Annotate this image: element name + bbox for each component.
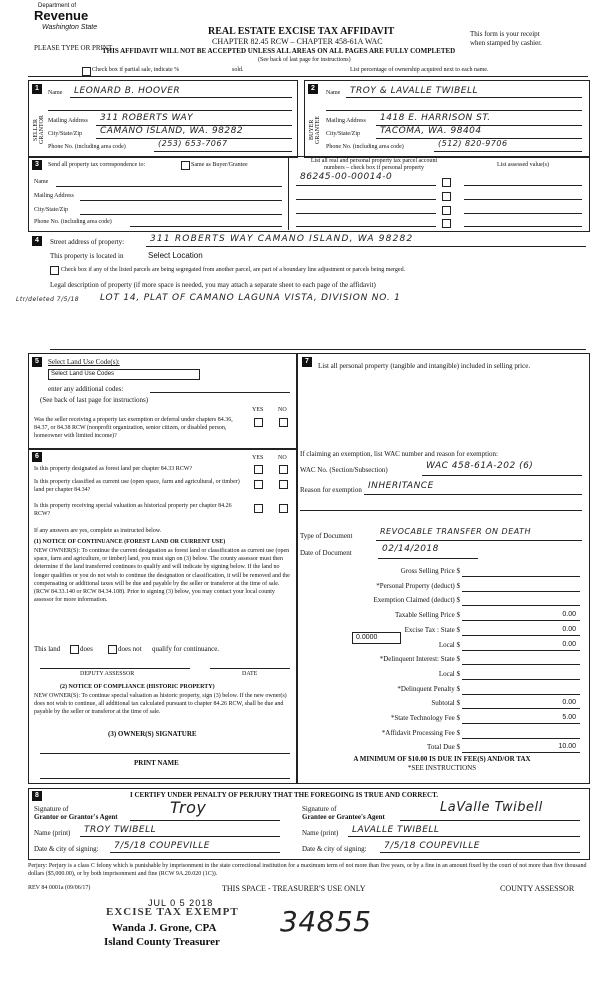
buyer-phone-field[interactable]: (512) 820-9706 bbox=[438, 139, 508, 148]
does-not-label: does not bbox=[118, 645, 142, 653]
see-instructions-note: *SEE INSTRUCTIONS bbox=[407, 764, 477, 772]
assessor-date-label: DATE bbox=[242, 671, 258, 677]
reason-exemption-label: Reason for exemption bbox=[300, 486, 362, 494]
buyer-address-label: Mailing Address bbox=[326, 118, 366, 124]
s3-name-label: Name bbox=[34, 179, 49, 185]
parcel-line-4 bbox=[296, 226, 436, 227]
buyer-phone-line bbox=[434, 151, 582, 152]
location-select[interactable]: Select Location bbox=[148, 251, 203, 260]
grantor-sig-label-1: Signature of bbox=[34, 805, 69, 813]
forest-land-question: Is this property designated as forest land per chapter 84.33 RCW? bbox=[34, 466, 193, 472]
s5-see-back: (See back of last page for instructions) bbox=[40, 396, 149, 404]
tax-row-line bbox=[462, 576, 580, 577]
s3-phone-label: Phone No. (including area code) bbox=[34, 219, 112, 225]
tax-row-line bbox=[462, 738, 580, 739]
grantor-date-label: Date & city of signing: bbox=[34, 845, 99, 853]
seller-address-field[interactable]: 311 ROBERTS WAY bbox=[100, 113, 194, 123]
located-in-label: This property is located in bbox=[50, 252, 124, 260]
historic-yes-checkbox[interactable] bbox=[254, 504, 263, 513]
owner-signature-line[interactable] bbox=[40, 753, 290, 754]
current-use-question: Is this property classified as current use (open space, farm and agricultural, or timber) land per chapter 84.34? bbox=[34, 479, 240, 493]
s4-bottom-line bbox=[50, 349, 586, 350]
grantee-signature-line bbox=[400, 820, 580, 821]
notice-continuance-body: NEW OWNER(S): To continue the current designation as forest land or classification as current use (open space, farm and agriculture, or timber) land, you must sign on (3) below. The county assessor must then determine if the land transferred continues to qualify and will indicate by signing below. If the land no longer qualifies or you do not wish to continue the designation or classification, it will be removed and the compensating or additional taxes will be due and payable by the seller or transferor at the time of sale. (RCW 84.33.140 or RCW 84.34.108). Prior to signing (3) below, you may contact your local county assessor for more information. bbox=[34, 548, 290, 604]
tax-row-line bbox=[462, 620, 580, 621]
tax-row-label: Exemption Claimed (deduct) $ bbox=[373, 596, 460, 605]
claiming-exemption-label: If claiming an exemption, list WAC number and reason for exemption: bbox=[300, 450, 498, 458]
county-assessor-label: COUNTY ASSESSOR bbox=[500, 884, 575, 893]
tax-row-label: Subtotal $ bbox=[431, 699, 460, 708]
tax-row-label: *Delinquent Interest: State $ bbox=[379, 655, 460, 664]
buyer-city-label: City/State/Zip bbox=[326, 131, 360, 137]
tax-row-line bbox=[462, 708, 580, 709]
legal-description-label: Legal description of property (if more space is needed, you may attach a separate sheet to each page of the affidavit) bbox=[50, 281, 376, 289]
section-4-number: 4 bbox=[32, 236, 42, 246]
tax-row-line bbox=[462, 752, 580, 753]
document-type-line bbox=[376, 540, 582, 541]
s5-no-header: NO bbox=[278, 407, 287, 413]
assessed-value-header: List assessed value(s) bbox=[497, 162, 549, 168]
seller-extra-line bbox=[48, 110, 292, 111]
grantee-sig-label-1: Signature of bbox=[302, 805, 337, 813]
partial-sale-checkbox[interactable] bbox=[82, 67, 91, 76]
revision-code: REV 84 0001a (09/06/17) bbox=[28, 885, 91, 891]
tax-row-value[interactable]: 0.00 bbox=[562, 625, 576, 633]
assessed-line-3 bbox=[464, 213, 582, 214]
historic-question: Is this property receiving special valuation as historical property per chapter 84.26 RCW? bbox=[34, 503, 232, 517]
certify-statement: I CERTIFY UNDER PENALTY OF PERJURY THAT THE FOREGOING IS TRUE AND CORRECT. bbox=[130, 791, 439, 799]
local-rate-field[interactable]: 0.0000 bbox=[352, 632, 401, 644]
assessed-line-4 bbox=[464, 226, 582, 227]
seller-name-label: Name bbox=[48, 90, 63, 96]
tax-row-label: Taxable Selling Price $ bbox=[394, 611, 460, 620]
correction-initials: Ltr/deleted 7/5/18 bbox=[16, 296, 80, 303]
tax-row-label: *Affidavit Processing Fee $ bbox=[381, 728, 460, 737]
s3-name-line bbox=[56, 186, 282, 187]
document-date-label: Date of Document bbox=[300, 549, 352, 557]
current-use-no-checkbox[interactable] bbox=[279, 480, 288, 489]
seller-phone-line bbox=[154, 151, 292, 152]
receipt-number: 34855 bbox=[280, 905, 372, 938]
notice-compliance-body: NEW OWNER(S): To continue special valuation as historic property, sign (3) below. If the new owner(s) does not wish to continue, all additional tax calculated pursuant to chapter 84.26 RCW, shall be due and payable by the seller or transferor at the time of sale. bbox=[34, 693, 287, 716]
print-name-line[interactable] bbox=[40, 778, 290, 779]
s3-city-line bbox=[80, 214, 282, 215]
notice-continuance-title: (1) NOTICE OF CONTINUANCE (FOREST LAND OR CURRENT USE) bbox=[34, 539, 226, 545]
s3-address-line bbox=[80, 200, 282, 201]
tax-row-value[interactable]: 10.00 bbox=[558, 743, 576, 751]
receipt-note-1: This form is your receipt bbox=[470, 30, 540, 38]
parcel-line-1 bbox=[296, 185, 436, 186]
seller-name-line bbox=[70, 97, 292, 98]
grantee-date-line bbox=[380, 852, 580, 853]
form-title: REAL ESTATE EXCISE TAX AFFIDAVIT bbox=[208, 26, 395, 37]
tax-row-line bbox=[462, 591, 580, 592]
treasurer-title: Island County Treasurer bbox=[104, 936, 220, 948]
tax-row-line bbox=[462, 679, 580, 680]
print-name-label: PRINT NAME bbox=[134, 759, 179, 767]
excise-exempt-stamp: EXCISE TAX EXEMPT bbox=[106, 906, 239, 918]
tax-row-label: Gross Selling Price $ bbox=[400, 567, 460, 575]
grantor-date-field[interactable]: 7/5/18 COUPEVILLE bbox=[114, 841, 210, 851]
parcel-header-1: List all real and personal property tax parcel account bbox=[310, 158, 438, 164]
additional-codes-label: enter any additional codes: bbox=[48, 385, 124, 393]
tax-row-value[interactable]: 5.00 bbox=[562, 714, 576, 721]
tax-row-line bbox=[462, 723, 580, 724]
tax-row-value[interactable]: 0.00 bbox=[562, 640, 576, 648]
forest-yes-checkbox[interactable] bbox=[254, 465, 263, 474]
grantor-name-line bbox=[80, 836, 280, 837]
assessor-date-line[interactable] bbox=[210, 668, 290, 669]
parcel-personal-checkbox-4[interactable] bbox=[442, 219, 451, 228]
send-correspondence-label: Send all property tax correspondence to: bbox=[48, 162, 146, 168]
sold-label: sold. bbox=[232, 67, 244, 73]
section-6-number: 6 bbox=[32, 452, 42, 462]
parcel-header-2: numbers – check box if personal property bbox=[324, 165, 424, 171]
wac-number-label: WAC No. (Section/Subsection) bbox=[300, 466, 388, 474]
historic-no-checkbox[interactable] bbox=[279, 504, 288, 513]
wac-number-field[interactable]: WAC 458-61A-202 (6) bbox=[426, 461, 534, 471]
top-rule bbox=[28, 76, 588, 77]
tax-row-line bbox=[462, 650, 580, 651]
assessed-line-1 bbox=[464, 185, 582, 186]
treasurer-use-label: THIS SPACE - TREASURER'S USE ONLY bbox=[222, 884, 366, 893]
tax-row-label: Total Due $ bbox=[427, 743, 460, 752]
seller-phone-label: Phone No. (including area code) bbox=[48, 144, 126, 150]
assessed-line-2 bbox=[464, 199, 582, 200]
wac-number-line bbox=[422, 475, 582, 476]
deputy-assessor-label: DEPUTY ASSESSOR bbox=[80, 671, 135, 677]
section-8-number: 8 bbox=[32, 791, 42, 801]
street-address-field[interactable]: 311 ROBERTS WAY CAMANO ISLAND, WA 98282 bbox=[150, 234, 414, 244]
receipt-note-2: when stamped by cashier. bbox=[470, 39, 542, 47]
parcel-line-2 bbox=[296, 199, 436, 200]
does-not-checkbox[interactable] bbox=[108, 645, 117, 654]
notice-compliance-title: (2) NOTICE OF COMPLIANCE (HISTORIC PROPERTY) bbox=[60, 684, 215, 690]
section-5-number: 5 bbox=[32, 357, 42, 367]
current-use-yes-checkbox[interactable] bbox=[254, 480, 263, 489]
parcel-personal-checkbox-3[interactable] bbox=[442, 206, 451, 215]
same-as-buyer-label: Same as Buyer/Grantee bbox=[191, 162, 248, 168]
land-use-select[interactable]: Select Land Use Codes bbox=[48, 369, 200, 380]
tax-row-label: *State Technology Fee $ bbox=[390, 714, 460, 722]
tax-row-label: Excise Tax : State $ bbox=[404, 625, 460, 634]
document-type-label: Type of Document bbox=[300, 532, 353, 540]
grantee-signature[interactable]: LaValle Twibell bbox=[440, 800, 543, 815]
s5-yes-checkbox[interactable] bbox=[254, 418, 263, 427]
revenue-logo: Revenue bbox=[34, 8, 89, 23]
if-yes-note: If any answers are yes, complete as instructed below. bbox=[34, 528, 162, 534]
street-address-label: Street address of property: bbox=[50, 238, 125, 246]
qualify-label: qualify for continuance. bbox=[152, 645, 220, 653]
not-accepted-notice: THIS AFFIDAVIT WILL NOT BE ACCEPTED UNLESS ALL AREAS ON ALL PAGES ARE FULLY COMPLETED bbox=[102, 47, 456, 55]
tax-row-label: Local $ bbox=[438, 640, 460, 649]
grantor-name-label: Name (print) bbox=[34, 829, 71, 837]
see-back-note: (See back of last page for instructions) bbox=[258, 57, 351, 63]
parcel-line-3 bbox=[296, 213, 436, 214]
land-use-label: Select Land Use Code(s): bbox=[48, 358, 120, 366]
buyer-phone-label: Phone No. (including area code) bbox=[326, 144, 404, 150]
forest-no-checkbox[interactable] bbox=[279, 465, 288, 474]
buyer-city-field[interactable]: TACOMA, WA. 98404 bbox=[380, 126, 482, 136]
grantor-signature[interactable]: Troy bbox=[170, 798, 207, 817]
deputy-assessor-line[interactable] bbox=[40, 668, 190, 669]
seller-name-field[interactable]: LEONARD B. HOOVER bbox=[74, 86, 181, 96]
section-1-number: 1 bbox=[32, 84, 42, 94]
grantor-signature-line bbox=[130, 820, 280, 821]
reason-exemption-field[interactable]: INHERITANCE bbox=[368, 481, 434, 491]
this-land-label: This land bbox=[34, 645, 61, 653]
section-2-number: 2 bbox=[308, 84, 318, 94]
document-date-line bbox=[378, 558, 478, 559]
seller-phone-field[interactable]: (253) 653-7067 bbox=[158, 139, 228, 148]
additional-codes-field[interactable] bbox=[150, 392, 290, 393]
treasurer-name: Wanda J. Grone, CPA bbox=[112, 922, 217, 934]
grantor-name-field[interactable]: TROY TWIBELL bbox=[84, 825, 157, 835]
tax-row-line bbox=[462, 694, 580, 695]
s5-yes-header: YES bbox=[252, 407, 264, 413]
tax-row-label: *Delinquent Penalty $ bbox=[397, 684, 460, 693]
legal-description-field[interactable]: LOT 14, PLAT OF CAMANO LAGUNA VISTA, DIVISION NO. 1 bbox=[100, 293, 401, 303]
perjury-statement: Perjury: Perjury is a class C felony which is punishable by imprisonment in the state correctional institution for a maximum term of not more than five years, or by a fine in an amount fixed by the court of not more than five thousand dollars ($5,000.00), or by both imprisonment and fine (RCW 9A.20.020 (1C)). bbox=[28, 863, 587, 877]
s3-divider bbox=[288, 156, 289, 230]
s3-address-label: Mailing Address bbox=[34, 193, 74, 199]
buyer-name-field[interactable]: TROY & LAVALLE TWIBELL bbox=[350, 86, 479, 96]
grantee-name-field[interactable]: LAVALLE TWIBELL bbox=[352, 825, 440, 835]
street-address-line bbox=[146, 246, 586, 247]
grantor-date-line bbox=[110, 852, 280, 853]
s3-phone-line bbox=[130, 226, 282, 227]
buyer-side-label: BUYER GRANTEE bbox=[309, 116, 321, 144]
grantee-name-line bbox=[348, 836, 580, 837]
seller-side-label: SELLER GRANTOR bbox=[33, 115, 45, 145]
tax-row-line bbox=[462, 605, 580, 606]
parcel-personal-checkbox-2[interactable] bbox=[442, 192, 451, 201]
tax-row-label: *Personal Property (deduct) $ bbox=[376, 581, 460, 590]
personal-property-label: List all personal property (tangible and intangible) included in selling price. bbox=[318, 362, 531, 370]
s6-no-header: NO bbox=[278, 455, 287, 461]
grantee-date-label: Date & city of signing: bbox=[302, 845, 367, 853]
owner-signature-label: (3) OWNER(S) SIGNATURE bbox=[108, 730, 197, 738]
buyer-address-field[interactable]: 1418 E. HARRISON ST. bbox=[380, 113, 491, 123]
buyer-name-line bbox=[346, 97, 582, 98]
partial-sale-label: Check box if partial sale, indicate % bbox=[92, 67, 180, 73]
state-line: Washington State bbox=[42, 24, 98, 31]
tax-row-label: Local $ bbox=[438, 669, 460, 678]
s6-yes-header: YES bbox=[252, 455, 264, 461]
minimum-due-note: A MINIMUM OF $10.00 IS DUE IN FEE(S) AND/OR TAX bbox=[353, 755, 531, 763]
grantee-name-label: Name (print) bbox=[302, 829, 339, 837]
reason-extra-line bbox=[300, 510, 582, 511]
grantee-date-field[interactable]: 7/5/18 COUPEVILLE bbox=[384, 841, 480, 851]
seller-address-label: Mailing Address bbox=[48, 118, 88, 124]
segregated-label: Check box if any of the listed parcels are being segregated from another parcel, are part of a boundary line adjustment or parcels being merged. bbox=[61, 267, 406, 273]
segregated-checkbox[interactable] bbox=[50, 266, 59, 275]
chapter-line: CHAPTER 82.45 RCW – CHAPTER 458-61A WAC bbox=[212, 37, 383, 46]
same-as-buyer-checkbox[interactable] bbox=[181, 161, 190, 170]
please-type: PLEASE TYPE OR PRINT bbox=[34, 44, 113, 52]
s3-city-label: City/State/Zip bbox=[34, 207, 68, 213]
buyer-name-label: Name bbox=[326, 90, 341, 96]
document-type-field[interactable]: REVOCABLE TRANSFER ON DEATH bbox=[380, 527, 532, 536]
parcel-number-field[interactable]: 86245-00-00014-0 bbox=[300, 172, 393, 182]
list-percentage-note: List percentage of ownership acquired next to each name. bbox=[350, 67, 489, 73]
exemption-question: Was the seller receiving a property tax exemption or deferral under chapters 84.36, 84.37, or 84.38 RCW (nonprofit organization, senior citizen, or disabled person, homeowner with limited income)? bbox=[34, 417, 233, 439]
document-date-field[interactable]: 02/14/2018 bbox=[382, 544, 439, 554]
stamp-date: JUL 0 5 2018 bbox=[148, 898, 214, 908]
buyer-extra-line bbox=[326, 110, 582, 111]
does-label: does bbox=[80, 645, 93, 653]
dept-line: Department of bbox=[38, 3, 77, 9]
does-checkbox[interactable] bbox=[70, 645, 79, 654]
tax-row-value[interactable]: 0.00 bbox=[562, 611, 576, 619]
tax-row-line bbox=[462, 635, 580, 636]
section-7-number: 7 bbox=[302, 357, 312, 367]
seller-city-label: City/State/Zip bbox=[48, 131, 82, 137]
section-3-number: 3 bbox=[32, 160, 42, 170]
tax-row-value[interactable]: 0.00 bbox=[562, 699, 576, 707]
tax-row-line bbox=[462, 664, 580, 665]
grantor-sig-label-2: Grantor or Grantor's Agent bbox=[34, 813, 118, 821]
reason-exemption-line bbox=[364, 494, 582, 495]
seller-city-field[interactable]: CAMANO ISLAND, WA. 98282 bbox=[100, 126, 244, 136]
grantee-sig-label-2: Grantee or Grantee's Agent bbox=[302, 813, 385, 821]
parcel-personal-checkbox-1[interactable] bbox=[442, 178, 451, 187]
s5-no-checkbox[interactable] bbox=[279, 418, 288, 427]
